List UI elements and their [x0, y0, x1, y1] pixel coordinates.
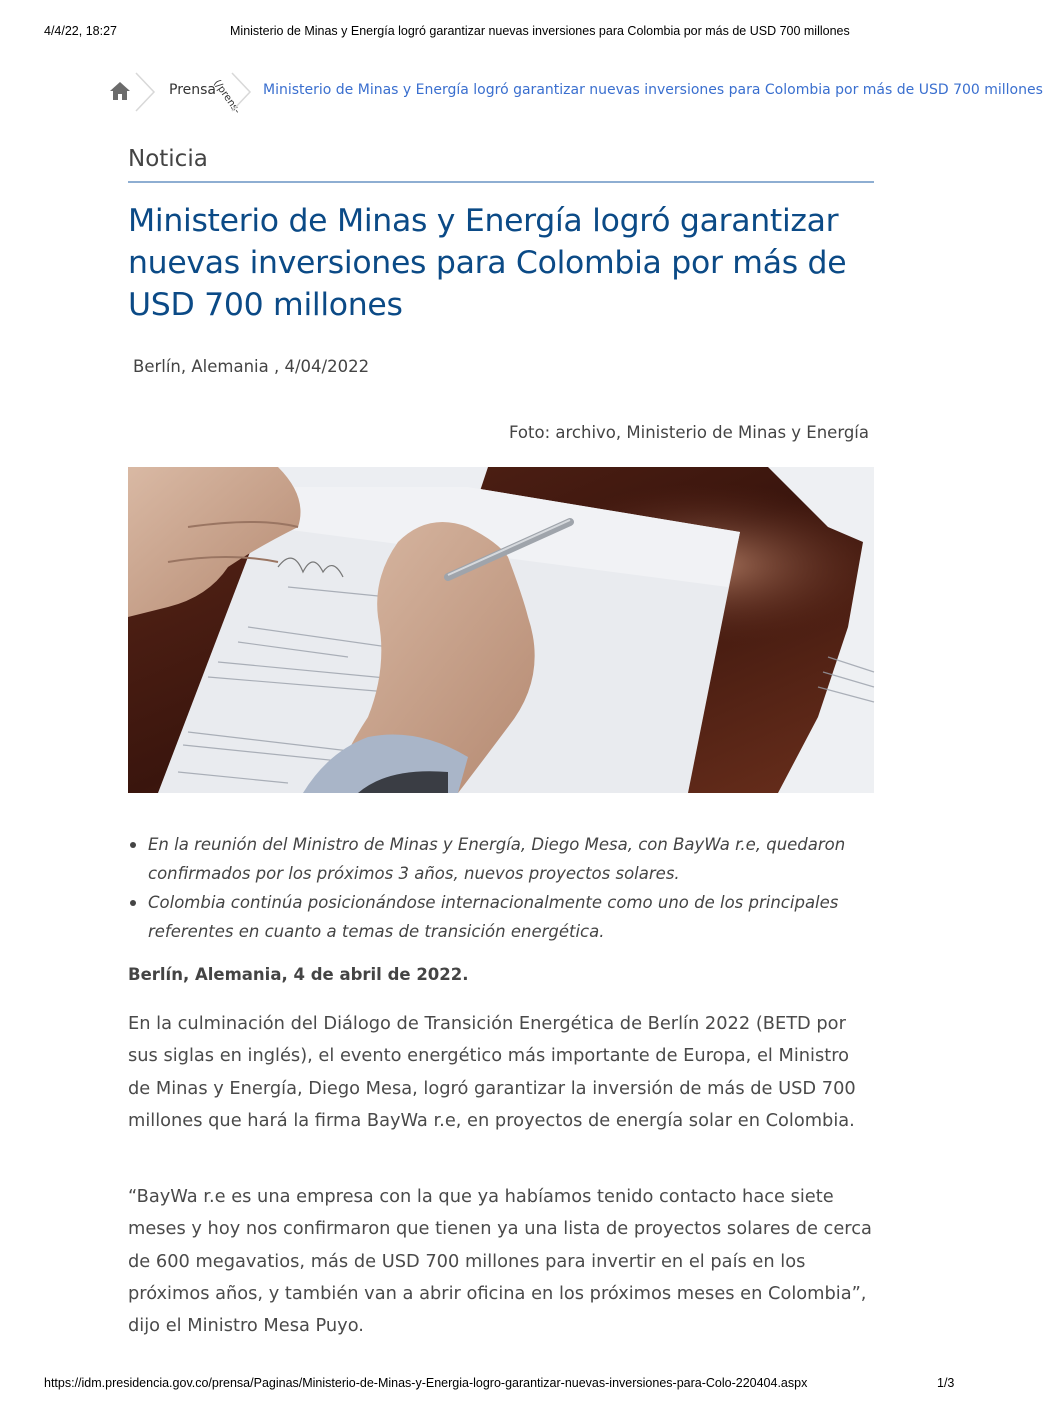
breadcrumb-home-link[interactable] — [108, 80, 132, 102]
photo-credit: Foto: archivo, Ministerio de Minas y Energía — [509, 423, 869, 442]
breadcrumb-item-prensa[interactable]: Prensa — [169, 82, 217, 98]
article-paragraph: “BayWa r.e es una empresa con la que ya habíamos tenido contacto hace siete meses y hoy nos confirmaron que tienen ya una lista de proyectos solares de cerca de 600 megavatios, más de USD 700 millones para invertir en el país en los próximos años, y también van a abrir oficina en los próximos meses en Colombia”, dijo el Ministro Mesa Puyo. — [128, 1186, 872, 1337]
article-title: Ministerio de Minas y Energía logró garantizar nuevas inversiones para Colombia por más de USD 700 millones — [128, 203, 847, 323]
article-paragraph: En la culminación del Diálogo de Transición Energética de Berlín 2022 (BETD por sus siglas en inglés), el evento energético más importante de Europa, el Ministro de Minas y Energía, Diego Mesa, logró garantizar la inversión de más de USD 700 millones que hará la firma BayWa r.e, en proyectos de energía solar en Colombia. — [128, 1013, 856, 1131]
highlight-item: Colombia continúa posicionándose internacionalmente como uno de los principales referentes en cuanto a temas de transición energética. — [128, 888, 874, 946]
print-header — [0, 24, 1000, 42]
breadcrumb-link-fragment: (/prens- — [210, 78, 243, 117]
article-dateline: Berlín, Alemania, 4 de abril de 2022. — [128, 965, 469, 984]
print-url: https://idm.presidencia.gov.co/prensa/Paginas/Ministerio-de-Minas-y-Energia-logro-garantizar-nuevas-inversiones-para-Colo-220404.aspx — [44, 1376, 808, 1390]
highlight-item: En la reunión del Ministro de Minas y Energía, Diego Mesa, con BayWa r.e, quedaron confirmados por los próximos 3 años, nuevos proyectos solares. — [128, 830, 874, 888]
section-divider — [128, 181, 874, 183]
print-datetime: 4/4/22, 18:27 — [44, 24, 117, 38]
highlights-list — [128, 830, 874, 946]
breadcrumb — [108, 72, 1043, 117]
home-icon — [108, 80, 132, 102]
section-label: Noticia — [128, 146, 208, 172]
article-photo — [128, 467, 874, 793]
print-page-number: 1/3 — [937, 1376, 955, 1390]
photo-hands-signing-document-icon — [128, 467, 874, 793]
article-location-date: Berlín, Alemania , 4/04/2022 — [133, 357, 370, 376]
breadcrumb-separator-icon — [230, 72, 252, 112]
print-page-title: Ministerio de Minas y Energía logró garantizar nuevas inversiones para Colombia por más de USD 700 millones — [230, 24, 850, 38]
breadcrumb-separator-icon — [134, 72, 156, 112]
print-footer — [0, 1376, 1000, 1394]
breadcrumb-item-current[interactable]: Ministerio de Minas y Energía logró garantizar nuevas inversiones para Colombia por más de USD 700 millones — [263, 82, 1043, 98]
